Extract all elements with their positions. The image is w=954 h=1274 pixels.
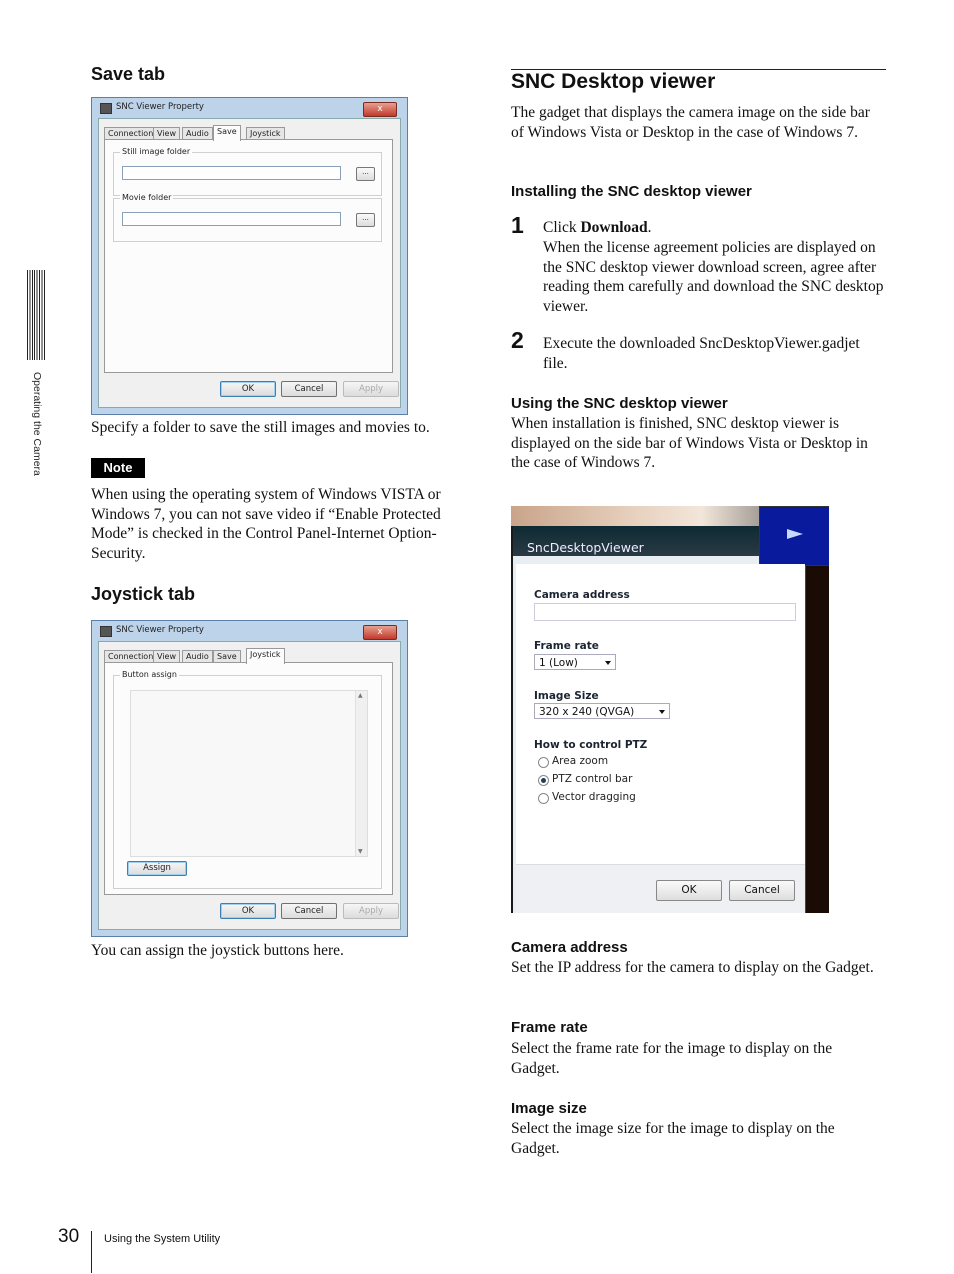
dialog-title: SNC Viewer Property — [116, 102, 204, 112]
dialog-client-area — [98, 641, 401, 930]
tab-view[interactable]: View — [153, 127, 180, 140]
tab-connection[interactable]: Connection — [104, 127, 157, 140]
tab-joystick[interactable]: Joystick — [246, 127, 285, 140]
scroll-down-icon[interactable]: ▼ — [358, 848, 363, 855]
apply-button[interactable]: Apply — [343, 381, 399, 397]
radio-vector-dragging[interactable] — [538, 793, 549, 804]
download-link-text: Download — [580, 219, 648, 236]
joystick-tab-dialog-screenshot — [91, 620, 408, 937]
footer-divider — [91, 1231, 92, 1273]
frame-rate-label: Frame rate — [534, 640, 599, 652]
save-tab-panel — [104, 139, 393, 373]
image-size-label: Image Size — [534, 690, 599, 702]
dialog-title: SNC Viewer Property — [116, 625, 204, 635]
radio-area-zoom[interactable] — [538, 757, 549, 768]
movie-folder-label: Movie folder — [122, 193, 172, 202]
chevron-down-icon — [605, 661, 611, 665]
step-2-text: Execute the downloaded SncDesktopViewer.gadjet file. — [543, 335, 860, 372]
close-button[interactable]: x — [363, 102, 397, 117]
image-size-heading: Image size — [511, 1100, 587, 1117]
button-assign-list[interactable] — [130, 690, 368, 857]
gadget-cancel-button[interactable]: Cancel — [729, 880, 795, 901]
gadget-title: SncDesktopViewer — [527, 540, 644, 555]
image-size-text: Select the image size for the image to display on the Gadget. — [511, 1120, 835, 1157]
save-tab-heading: Save tab — [91, 64, 166, 84]
joystick-tab-caption: You can assign the joystick buttons here. — [91, 942, 344, 959]
close-button[interactable]: x — [363, 625, 397, 640]
assign-button[interactable]: Assign — [127, 861, 187, 876]
radio-ptz-control-bar-label: PTZ control bar — [552, 773, 633, 785]
tab-audio[interactable]: Audio — [182, 127, 213, 140]
step-2-number: 2 — [511, 327, 524, 353]
movie-folder-input[interactable] — [122, 212, 341, 226]
camera-address-text: Set the IP address for the camera to display on the Gadget. — [511, 959, 874, 976]
dialog-titlebar — [96, 624, 403, 638]
camera-address-label: Camera address — [534, 589, 630, 601]
desktop-background — [806, 564, 829, 913]
radio-area-zoom-label: Area zoom — [552, 755, 609, 767]
gadget-ok-button[interactable]: OK — [656, 880, 722, 901]
step-1-text: When the license agreement policies are displayed on the SNC desktop viewer download screen, agree after reading them carefully and download the SNC desktop viewer. — [543, 239, 884, 315]
tab-save[interactable]: Save — [213, 650, 241, 663]
step-1-number: 1 — [511, 212, 524, 238]
save-tab-caption: Specify a folder to save the still images and movies to. — [91, 419, 430, 436]
using-text: When installation is finished, SNC desktop viewer is displayed on the side bar of Windows Vista or Desktop in the case of Windows 7. — [511, 415, 868, 471]
radio-vector-dragging-label: Vector dragging — [552, 791, 636, 803]
frame-rate-select[interactable] — [534, 654, 616, 670]
using-heading: Using the SNC desktop viewer — [511, 395, 728, 412]
sidebar-tile — [759, 506, 829, 566]
image-size-select[interactable] — [534, 703, 670, 719]
cancel-button[interactable]: Cancel — [281, 381, 337, 397]
step-1-prefix: Click — [543, 219, 581, 236]
ptz-control-label: How to control PTZ — [534, 739, 648, 751]
note-badge: Note — [91, 458, 145, 478]
ok-button[interactable]: OK — [220, 903, 276, 919]
camera-address-input[interactable] — [534, 603, 796, 621]
step-1-suffix: . — [647, 219, 652, 236]
intro-text: The gadget that displays the camera image on the side bar of Windows Vista or Desktop in the case of Windows 7. — [511, 104, 870, 141]
still-image-folder-group — [113, 147, 382, 196]
image-size-value: 320 x 240 (QVGA) — [539, 706, 635, 718]
radio-ptz-control-bar[interactable] — [538, 775, 549, 786]
page-number: 30 — [58, 1226, 80, 1247]
tab-audio[interactable]: Audio — [182, 650, 213, 663]
snc-desktop-viewer-screenshot — [511, 506, 829, 913]
dialog-titlebar — [96, 101, 403, 115]
app-icon — [100, 626, 112, 637]
step-1-action — [543, 218, 888, 238]
joystick-tab-heading: Joystick tab — [91, 584, 196, 604]
movie-folder-group — [113, 193, 382, 242]
still-image-folder-input[interactable] — [122, 166, 341, 180]
button-assign-label: Button assign — [122, 670, 177, 679]
arrow-icon — [787, 529, 803, 539]
joystick-tab-panel — [104, 662, 393, 895]
frame-rate-heading: Frame rate — [511, 1019, 588, 1036]
dialog-client-area — [98, 118, 401, 408]
frame-rate-value: 1 (Low) — [539, 657, 578, 669]
section-index-tab — [27, 270, 46, 360]
installing-heading: Installing the SNC desktop viewer — [511, 183, 752, 200]
movie-folder-browse-button[interactable]: ... — [356, 213, 375, 227]
snc-desktop-viewer-heading: SNC Desktop viewer — [511, 70, 716, 93]
scroll-up-icon[interactable]: ▲ — [358, 692, 363, 699]
apply-button[interactable]: Apply — [343, 903, 399, 919]
still-image-folder-label: Still image folder — [122, 147, 191, 156]
list-scrollbar[interactable] — [355, 691, 367, 856]
footer-section-title: Using the System Utility — [104, 1233, 221, 1245]
ok-button[interactable]: OK — [220, 381, 276, 397]
tab-joystick[interactable]: Joystick — [246, 648, 285, 664]
note-text: When using the operating system of Windows VISTA or Windows 7, you can not save video if “Enable Protected Mode” is checked in the Control Panel-Internet Option-Security. — [91, 486, 441, 562]
still-image-browse-button[interactable]: ... — [356, 167, 375, 181]
tab-view[interactable]: View — [153, 650, 180, 663]
cancel-button[interactable]: Cancel — [281, 903, 337, 919]
app-icon — [100, 103, 112, 114]
side-section-label: Operating the Camera — [31, 372, 43, 476]
save-tab-dialog-screenshot — [91, 97, 408, 415]
camera-address-heading: Camera address — [511, 939, 628, 956]
tab-save[interactable]: Save — [213, 125, 241, 141]
button-assign-group — [113, 670, 382, 889]
chevron-down-icon — [659, 710, 665, 714]
tab-connection[interactable]: Connection — [104, 650, 157, 663]
frame-rate-text: Select the frame rate for the image to display on the Gadget. — [511, 1040, 833, 1077]
